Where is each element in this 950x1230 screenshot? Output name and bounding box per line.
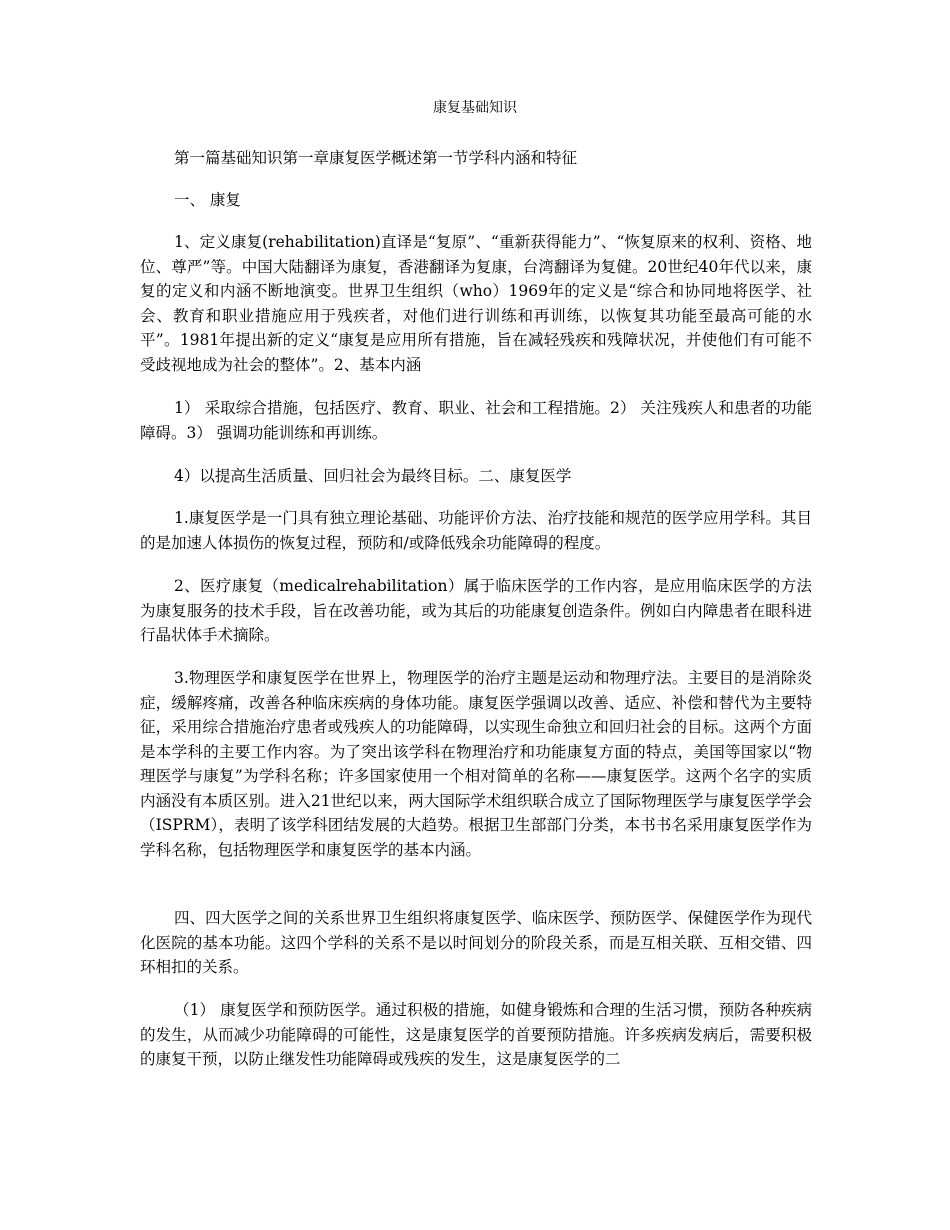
paragraph-section-heading: 第一篇基础知识第一章康复医学概述第一节学科内涵和特征 bbox=[174, 149, 578, 167]
paragraph-medical-rehabilitation: 2、医疗康复（medicalrehabilitation）属于临床医学的工作内容，是应用临床医学的方法为康复服务的技术手段，旨在改善功能，或为其后的功能康复创造条件。例如白内障患者在眼科进行晶状体手术摘除。 bbox=[140, 577, 812, 644]
paragraph-goal: 4）以提高生活质量、回归社会为最终目标。二、康复医学 bbox=[174, 467, 572, 485]
document-title: 康复基础知识 bbox=[433, 100, 517, 116]
paragraph-rehab-medicine: 1.康复医学是一门具有独立理论基础、功能评价方法、治疗技能和规范的医学应用学科。其目的是加速人体损伤的恢复过程，预防和/或降低残余功能障碍的程度。 bbox=[140, 509, 812, 552]
paragraph-rehab-and-prevention: （1） 康复医学和预防医学。通过积极的措施，如健身锻炼和合理的生活习惯，预防各种疾病的发生，从而减少功能障碍的可能性，这是康复医学的首要预防措施。许多疾病发病后，需要积极的康复干预，以防止继发性功能障碍或残疾的发生，这是康复医学的二 bbox=[140, 1001, 812, 1068]
paragraph-basic-connotation: 1） 采取综合措施，包括医疗、教育、职业、社会和工程措施。2） 关注残疾人和患者的功能障碍。3） 强调功能训练和再训练。 bbox=[140, 399, 812, 442]
paragraph-four-medicines: 四、四大医学之间的关系世界卫生组织将康复医学、临床医学、预防医学、保健医学作为现代化医院的基本功能。这四个学科的关系不是以时间划分的阶段关系，而是互相关联、互相交错、四环相扣的关系。 bbox=[140, 909, 812, 976]
paragraph-physical-medicine: 3.物理医学和康复医学在世界上，物理医学的治疗主题是运动和物理疗法。主要目的是消除炎症，缓解疼痛，改善各种临床疾病的身体功能。康复医学强调以改善、适应、补偿和替代为主要特征，采用综合措施治疗患者或残疾人的功能障碍，以实现生命独立和回归社会的目标。这两个方面是本学科的主要工作内容。为了突出该学科在物理治疗和功能康复方面的特点，美国等国家以“物理医学与康复”为学科名称；许多国家使用一个相对简单的名称——康复医学。这两个名字的实质内涵没有本质区别。进入21世纪以来，两大国际学术组织联合成立了国际物理医学与康复医学学会（ISPRM），表明了该学科团结发展的大趋势。根据卫生部部门分类，本书书名采用康复医学作为学科名称，包括物理医学和康复医学的基本内涵。 bbox=[140, 669, 812, 859]
paragraph-kangfu-heading: 一、 康复 bbox=[174, 191, 241, 209]
paragraph-definition: 1、定义康复(rehabilitation)直译是“复原”、“重新获得能力”、“恢复原来的权利、资格、地位、尊严”等。中国大陆翻译为康复，香港翻译为复康，台湾翻译为复健。20世纪40年代以来，康复的定义和内涵不断地演变。世界卫生组织（who）1969年的定义是“综合和协同地将医学、社会、教育和职业措施应用于残疾者，对他们进行训练和再训练，以恢复其功能至最高可能的水平”。1981年提出新的定义“康复是应用所有措施，旨在减轻残疾和残障状况，并使他们有可能不受歧视地成为社会的整体”。2、基本内涵 bbox=[140, 233, 812, 374]
